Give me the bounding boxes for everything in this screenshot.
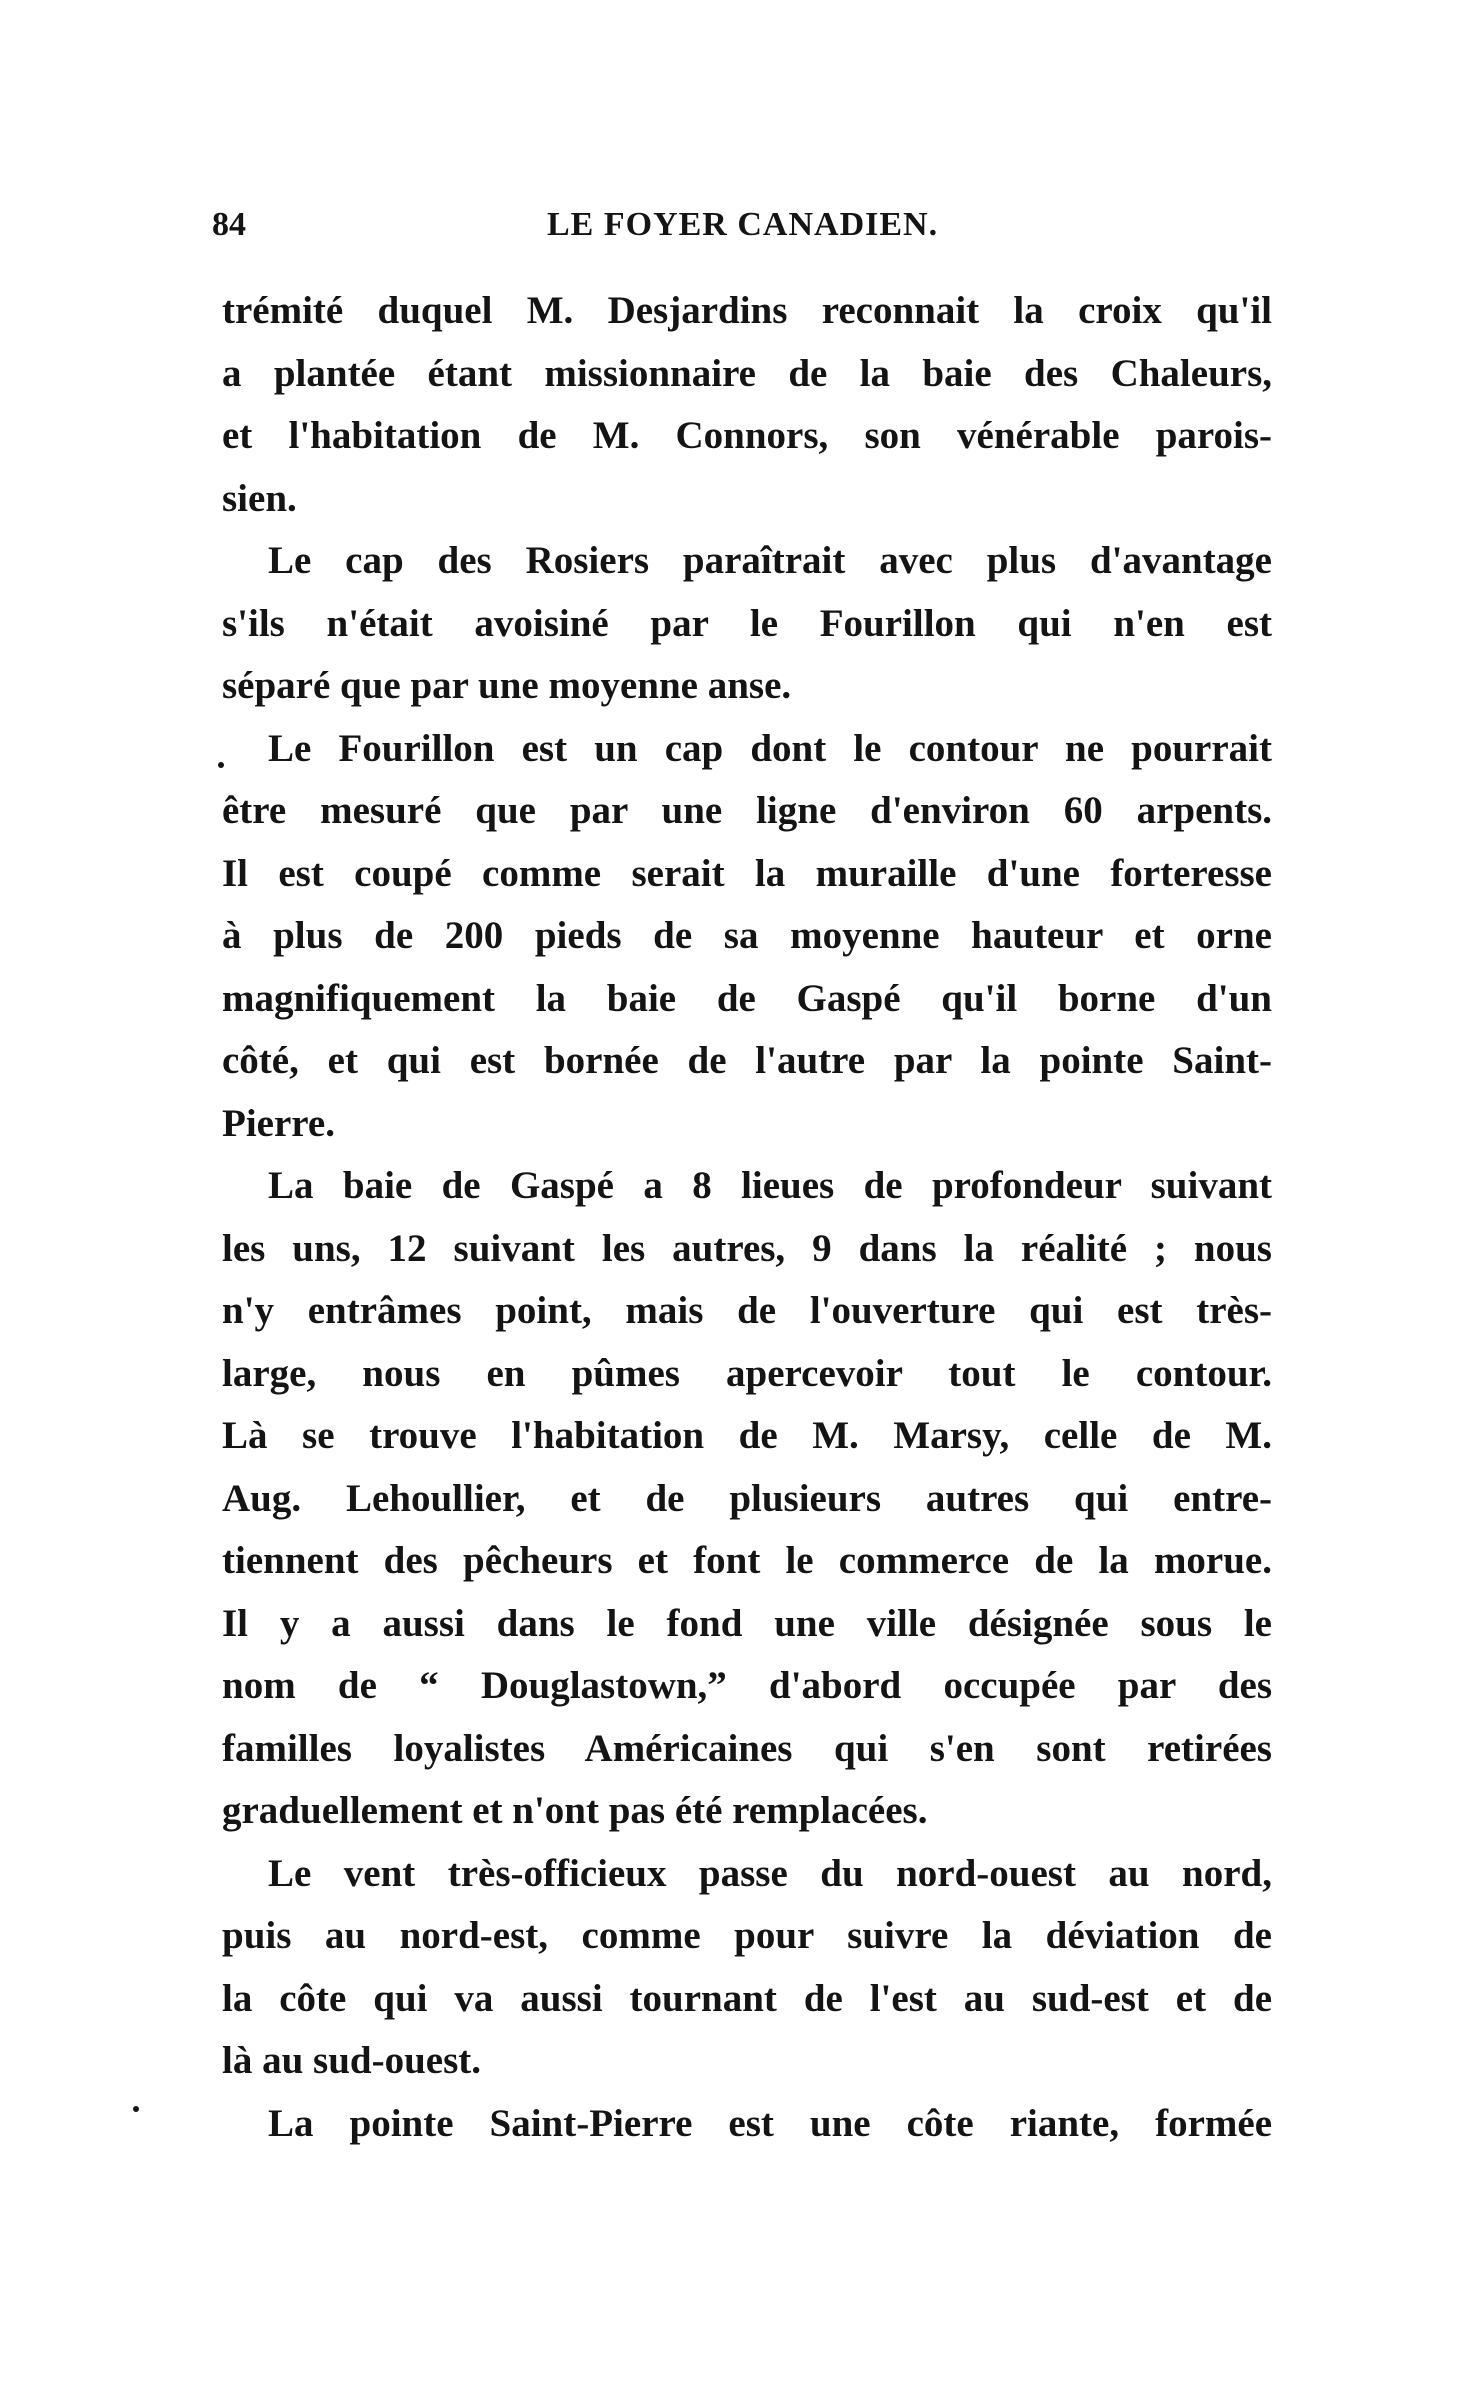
text-line: séparé que par une moyenne anse. [222,664,792,707]
running-title: LE FOYER CANADIEN. [547,206,939,243]
paragraph-first-line: La pointe Saint-Pierre est une côte riante, formée [268,2101,1272,2145]
ink-speck [218,762,224,768]
text-line: s'ils n'était avoisiné par le Fourillon qui n'en est [222,601,1272,645]
paragraph-first-line: Le Fourillon est un cap dont le contour ne pourrait [268,726,1272,770]
text-line: côté, et qui est bornée de l'autre par la pointe Saint- [222,1039,1272,1082]
text-line: magnifiquement la baie de Gaspé qu'il borne d'un [222,976,1272,1020]
text-line: Aug. Lehoullier, et de plusieurs autres qui entre- [222,1476,1272,1520]
body-text [222,280,1272,2155]
text-line: nom de “ Douglastown,” d'abord occupée par des [222,1664,1272,1707]
text-line: graduellement et n'ont pas été remplacées. [222,1789,928,1832]
text-line: large, nous en pûmes apercevoir tout le contour. [222,1351,1272,1395]
paragraph-first-line: Le vent très-officieux passe du nord-ouest au nord, [268,1851,1272,1895]
text-line: la côte qui va aussi tournant de l'est au sud-est et de [222,1976,1272,2020]
text-line: être mesuré que par une ligne d'environ 60 arpents. [222,789,1272,832]
paragraph-first-line: La baie de Gaspé a 8 lieues de profondeur suivant [268,1164,1272,1207]
text-line: Il est coupé comme serait la muraille d'une forteresse [222,851,1272,895]
text-line: les uns, 12 suivant les autres, 9 dans la réalité ; nous [222,1226,1272,1270]
page-number: 84 [212,206,246,243]
paragraph-first-line: Le cap des Rosiers paraîtrait avec plus d'avantage [268,539,1272,582]
ink-speck [133,2106,139,2112]
running-head [212,200,972,250]
text-line: et l'habitation de M. Connors, son vénérable parois- [222,414,1272,457]
text-line: Là se trouve l'habitation de M. Marsy, celle de M. [222,1414,1272,1457]
text-line: puis au nord-est, comme pour suivre la déviation de [222,1914,1272,1957]
text-line: familles loyalistes Américaines qui s'en sont retirées [222,1726,1272,1770]
text-line: là au sud-ouest. [222,2039,481,2082]
text-line: à plus de 200 pieds de sa moyenne hauteur et orne [222,914,1272,957]
text-line: trémité duquel M. Desjardins reconnait la croix qu'il [222,289,1272,332]
text-line: n'y entrâmes point, mais de l'ouverture qui est très- [222,1289,1272,1332]
text-line: tiennent des pêcheurs et font le commerce de la morue. [222,1539,1272,1582]
text-line: a plantée étant missionnaire de la baie des Chaleurs, [222,351,1272,395]
text-line: Il y a aussi dans le fond une ville désignée sous le [222,1601,1272,1645]
text-line: Pierre. [222,1101,335,1145]
text-line: sien. [222,476,297,520]
